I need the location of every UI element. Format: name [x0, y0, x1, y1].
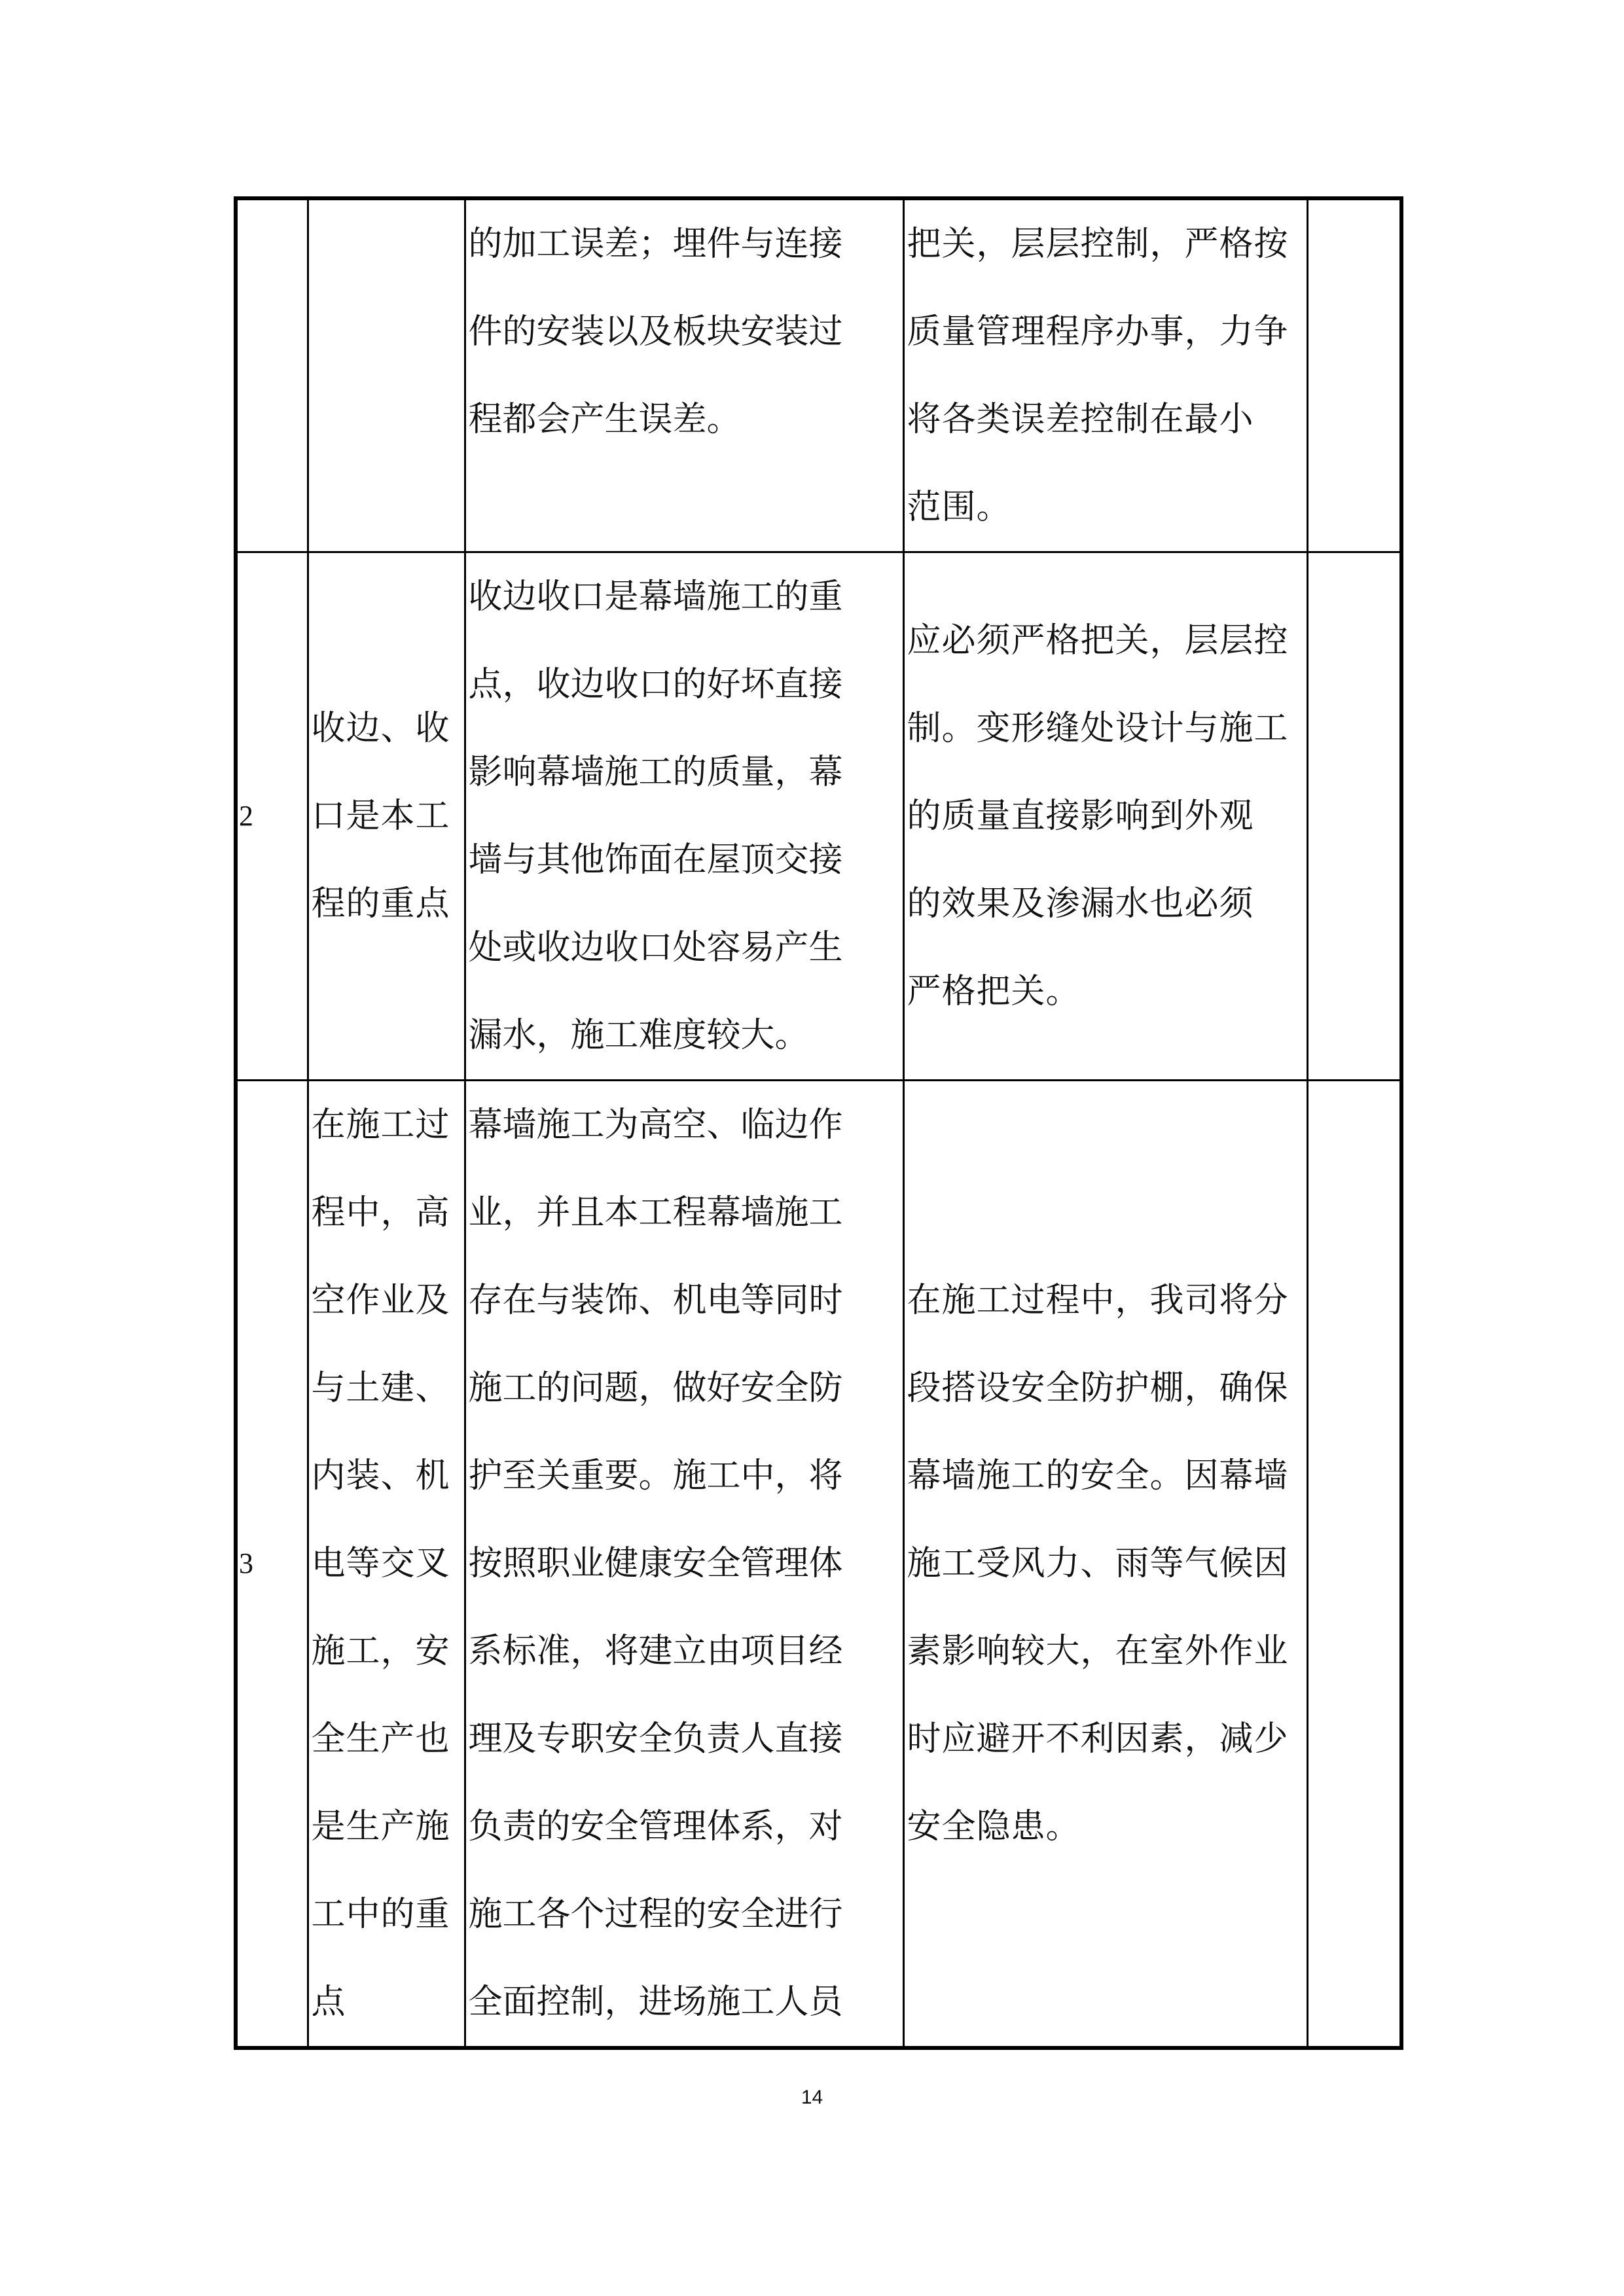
key-point-cell: [308, 1081, 465, 2049]
description-line: 存在与装饰、机电等同时: [468, 1281, 843, 1320]
measures-line: 范围。: [907, 488, 1011, 527]
measures-line: 段搭设安全防护棚，确保: [907, 1369, 1289, 1408]
description-line: 施工的问题，做好安全防: [468, 1369, 843, 1408]
key-point-line: 与土建、: [311, 1369, 450, 1408]
measures-line: 把关，层层控制，严格按: [907, 224, 1289, 264]
description-line: 幕墙施工为高空、临边作: [468, 1105, 843, 1145]
key-point-line: 收边、收: [311, 709, 450, 748]
table-row: [236, 552, 1401, 1081]
row-number-cell: [236, 198, 308, 552]
measures-line: 施工受风力、雨等气候因: [907, 1544, 1289, 1583]
measures-line: 素影响较大，在室外作业: [907, 1632, 1289, 1671]
key-point-line: 电等交叉: [311, 1544, 450, 1583]
measures-line: 幕墙施工的安全。因幕墙: [907, 1456, 1289, 1496]
construction-key-points-table: [234, 196, 1403, 2050]
key-point-line: 内装、机: [311, 1456, 450, 1496]
description-line: 影响幕墙施工的质量，幕: [468, 753, 843, 792]
row-number-cell: 2: [236, 552, 308, 1081]
description-line: 收边收口是幕墙施工的重: [468, 577, 843, 617]
measures-line: 制。变形缝处设计与施工: [907, 709, 1289, 748]
measures-line: 将各类误差控制在最小: [907, 400, 1254, 439]
key-point-line: 在施工过: [311, 1105, 450, 1145]
key-point-line: 施工，安: [311, 1632, 450, 1671]
page-number: 14: [801, 2087, 823, 2108]
remark-cell: [1307, 1081, 1401, 2049]
measures-line: 的质量直接影响到外观: [907, 797, 1254, 836]
description-line: 施工各个过程的安全进行: [468, 1895, 843, 1934]
measures-line: 在施工过程中，我司将分: [907, 1281, 1289, 1320]
measures-line: 的效果及渗漏水也必须: [907, 884, 1254, 924]
table-row: [236, 1081, 1401, 2049]
description-line: 业，并且本工程幕墙施工: [468, 1193, 843, 1232]
description-line: 全面控制，进场施工人员: [468, 1982, 843, 2022]
key-point-line: 程中，高: [311, 1193, 450, 1232]
measures-line: 严格把关。: [907, 972, 1081, 1011]
key-point-line: 工中的重: [311, 1895, 450, 1934]
key-point-line: 口是本工: [311, 797, 450, 836]
description-line: 件的安装以及板块安装过: [468, 312, 843, 351]
table-row: [236, 198, 1401, 552]
description-line: 理及专职安全负责人直接: [468, 1719, 843, 1759]
description-line: 护至关重要。施工中，将: [468, 1456, 843, 1496]
key-point-cell: [308, 552, 465, 1081]
description-line: 的加工误差；埋件与连接: [468, 224, 843, 264]
measures-line: 应必须严格把关，层层控: [907, 621, 1289, 660]
description-line: 墙与其他饰面在屋顶交接: [468, 840, 843, 880]
description-cell: [465, 552, 903, 1081]
measures-line: 时应避开不利因素，减少: [907, 1719, 1289, 1759]
description-cell: [465, 198, 903, 552]
measures-line: 安全隐患。: [907, 1807, 1081, 1846]
measures-cell: [903, 552, 1307, 1081]
key-point-cell: [308, 198, 465, 552]
description-line: 处或收边收口处容易产生: [468, 928, 843, 967]
description-line: 漏水，施工难度较大。: [468, 1016, 809, 1055]
description-line: 程都会产生误差。: [468, 400, 741, 439]
description-line: 负责的安全管理体系，对: [468, 1807, 843, 1846]
remark-cell: [1307, 552, 1401, 1081]
key-point-line: 点: [311, 1982, 346, 2022]
measures-cell: [903, 198, 1307, 552]
description-line: 按照职业健康安全管理体: [468, 1544, 843, 1583]
key-point-line: 全生产也: [311, 1719, 450, 1759]
key-point-line: 程的重点: [311, 884, 450, 924]
description-line: 点，收边收口的好坏直接: [468, 665, 843, 704]
measures-cell: [903, 1081, 1307, 2049]
key-point-line: 空作业及: [311, 1281, 450, 1320]
key-point-line: 是生产施: [311, 1807, 450, 1846]
measures-line: 质量管理程序办事，力争: [907, 312, 1289, 351]
row-number-cell: 3: [236, 1081, 308, 2049]
remark-cell: [1307, 198, 1401, 552]
description-line: 系标准，将建立由项目经: [468, 1632, 843, 1671]
description-cell: [465, 1081, 903, 2049]
